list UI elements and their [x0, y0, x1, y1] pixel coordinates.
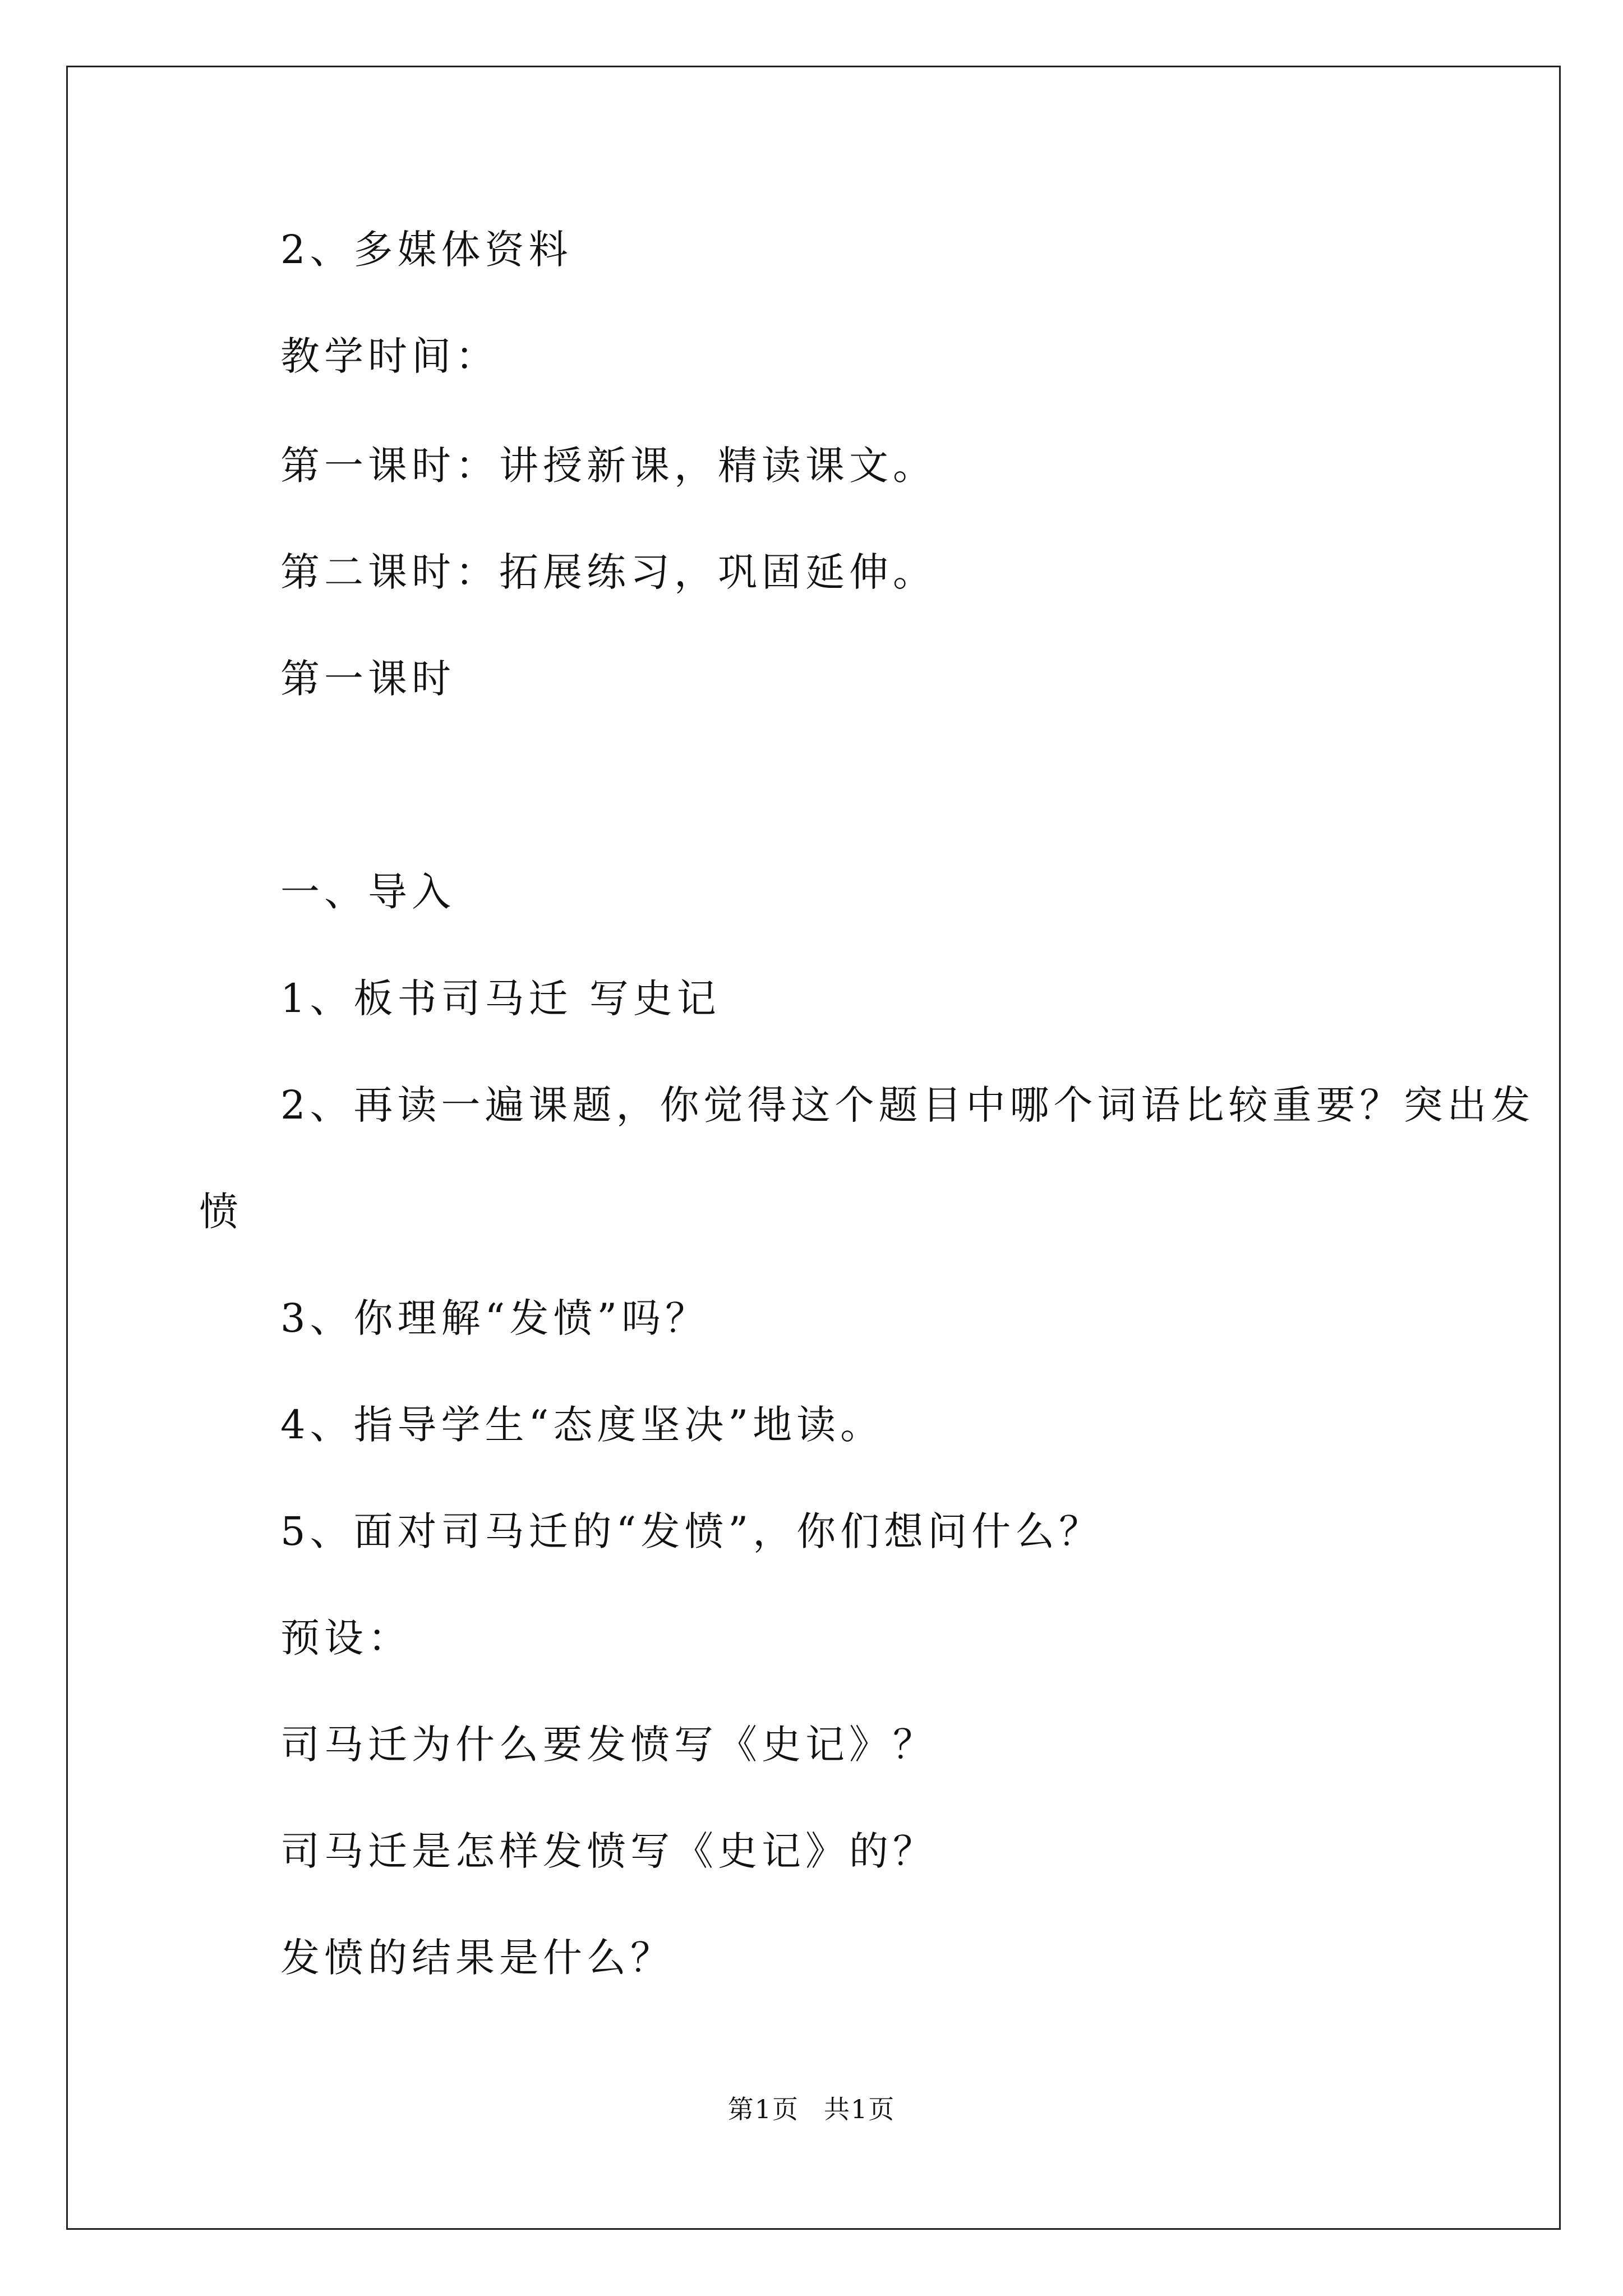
text-line-item-2: 2、再读一遍课题，你觉得这个题目中哪个词语比较重要？突出发: [280, 1082, 1535, 1128]
text-line-preset-label: 预设：: [280, 1615, 412, 1661]
text-line-item-2-continued: 愤: [199, 1189, 243, 1235]
page-frame: [66, 66, 1561, 2230]
text-line-question-3: 发愤的结果是什么？: [280, 1935, 674, 1981]
text-line-teaching-time: 教学时间：: [280, 333, 499, 379]
text-line-item-5: 5、面对司马迁的“发愤”，你们想问什么？: [280, 1508, 1103, 1554]
text-line-lesson-two: 第二课时：拓展练习，巩固延伸。: [280, 549, 937, 595]
text-line-materials: 2、多媒体资料: [280, 227, 573, 273]
text-line-item-1: 1、板书司马迁 写史记: [280, 976, 721, 1022]
section-heading-introduction: 一、导入: [280, 869, 455, 915]
page-footer: [0, 2092, 1623, 2126]
text-line-question-1: 司马迁为什么要发愤写《史记》？: [280, 1722, 937, 1768]
total-page-count: 共1页: [824, 2094, 896, 2124]
text-line-question-2: 司马迁是怎样发愤写《史记》的？: [280, 1828, 937, 1874]
section-heading-lesson-one: 第一课时: [280, 656, 455, 702]
text-line-item-4: 4、指导学生“态度坚决”地读。: [280, 1402, 884, 1448]
text-line-item-3: 3、你理解“发愤”吗？: [280, 1295, 709, 1341]
current-page-number: 第1页: [727, 2094, 799, 2124]
text-line-lesson-one: 第一课时：讲授新课，精读课文。: [280, 443, 937, 489]
